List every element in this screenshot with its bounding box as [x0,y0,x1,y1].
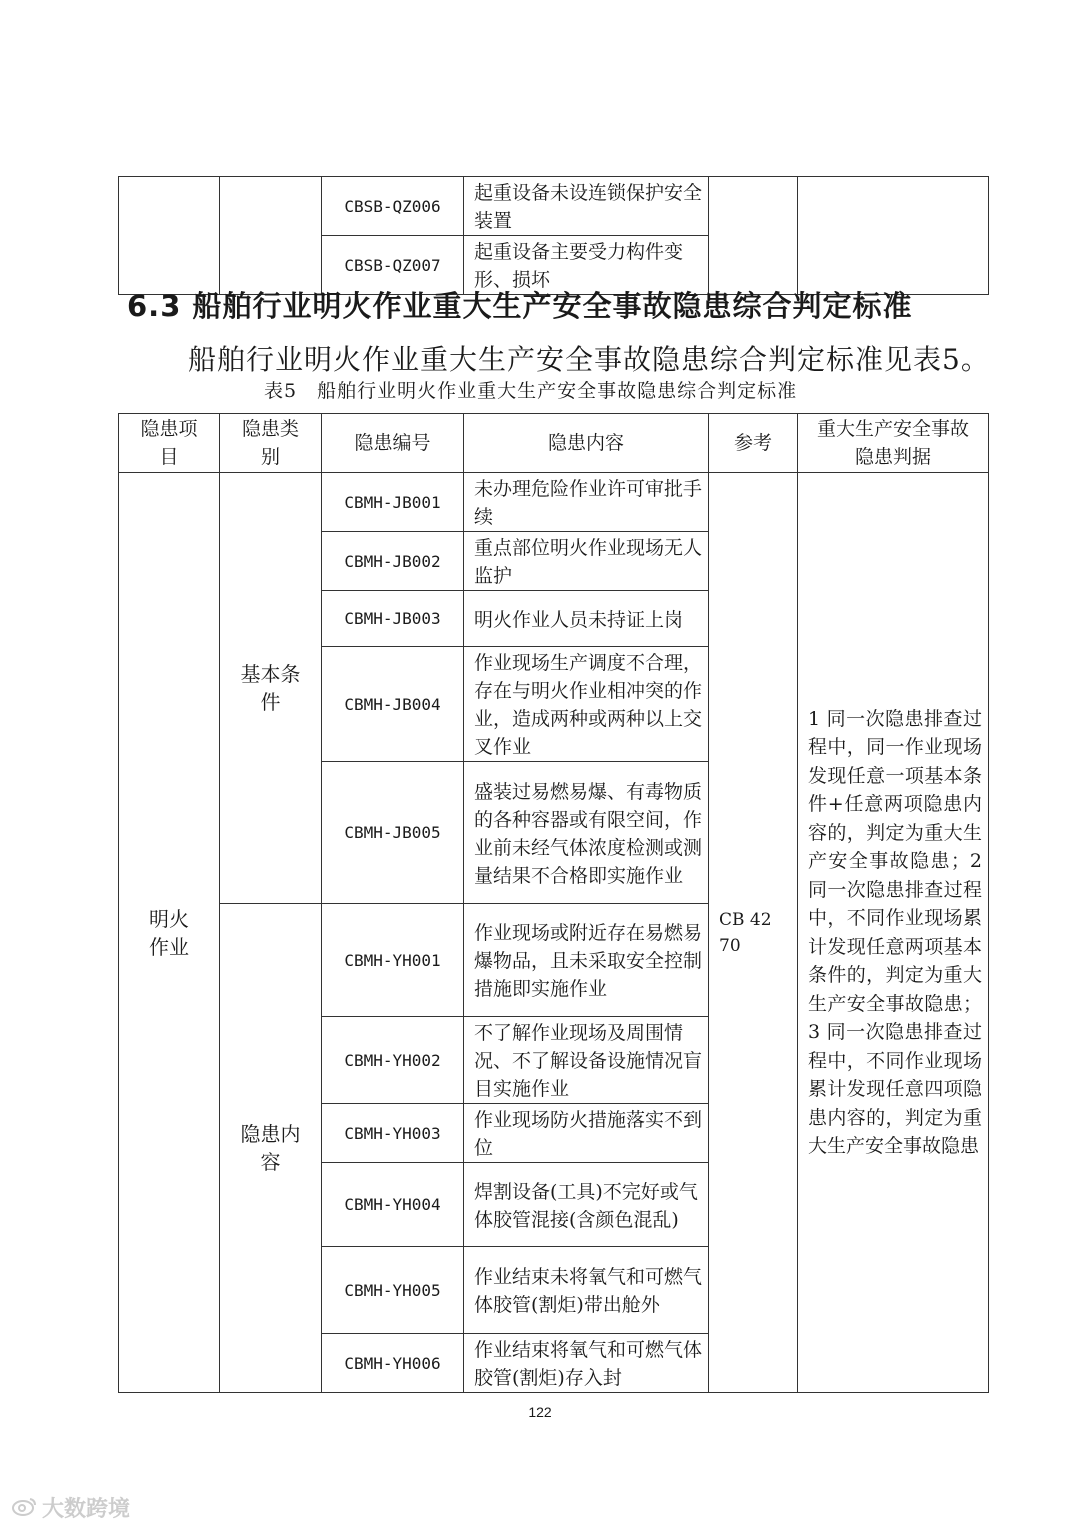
code-cell: CBMH-JB003 [322,591,464,647]
top-content-cell: 起重设备未设连锁保护安全装置 [464,177,709,236]
content-cell: 盛装过易燃易爆、有毒物质的各种容器或有限空间，作业前未经气体浓度检测或测量结果不合格即实施作业 [464,762,709,904]
code-cell: CBMH-JB005 [322,762,464,904]
page-number: 122 [528,1404,552,1420]
top-code-cell: CBSB-QZ007 [322,236,464,295]
header-content: 隐患内容 [464,414,709,473]
category-cell: 隐患内容 [220,904,322,1393]
code-cell: CBMH-YH006 [322,1334,464,1393]
header-item: 隐患项目 [119,414,220,473]
code-cell: CBMH-YH003 [322,1104,464,1163]
top-code-cell: CBSB-QZ006 [322,177,464,236]
code-cell: CBMH-JB002 [322,532,464,591]
top-category-cell [220,177,322,295]
content-cell: 不了解作业现场及周围情况、不了解设备设施情况盲目实施作业 [464,1017,709,1104]
section-title: 6.3 船舶行业明火作业重大生产安全事故隐患综合判定标准 [127,289,913,323]
basis-cell: 1 同一次隐患排查过程中，同一作业现场发现任意一项基本条件+任意两项隐患内容的，判定为重大生产安全事故隐患；2 同一次隐患排查过程中，不同作业现场累计发现任意两项基本条件的，判定为重大生产安全事故隐患；3 同一次隐患排查过程中，不同作业现场累计发现任意四项隐患内容的，判定为重大生产安全事故隐患 [798,473,989,1393]
code-cell: CBMH-YH005 [322,1247,464,1334]
category-cell: 基本条件 [220,473,322,904]
content-cell: 作业现场防火措施落实不到位 [464,1104,709,1163]
watermark-text: 大数跨境 [42,1497,131,1522]
top-reference-cell [709,177,798,295]
item-cell: 明火作业 [119,473,220,1393]
code-cell: CBMH-JB004 [322,647,464,762]
table-caption: 表5 船舶行业明火作业重大生产安全事故隐患综合判定标准 [264,380,798,402]
content-cell: 作业结束将氧气和可燃气体胶管(割炬)存入封 [464,1334,709,1393]
header-row [119,414,989,473]
header-code: 隐患编号 [322,414,464,473]
code-cell: CBMH-YH002 [322,1017,464,1104]
top-content-cell: 起重设备主要受力构件变形、损坏 [464,236,709,295]
content-cell: 明火作业人员未持证上岗 [464,591,709,647]
content-cell: 重点部位明火作业现场无人监护 [464,532,709,591]
watermark [12,1492,130,1523]
header-category: 隐患类别 [220,414,322,473]
content-cell: 作业现场生产调度不合理，存在与明火作业相冲突的作业，造成两种或两种以上交叉作业 [464,647,709,762]
content-cell: 未办理危险作业许可审批手续 [464,473,709,532]
content-cell: 焊割设备(工具)不完好或气体胶管混接(含颜色混乱) [464,1163,709,1247]
section-paragraph: 船舶行业明火作业重大生产安全事故隐患综合判定标准见表5。 [188,343,990,376]
top-table [118,176,989,295]
top-item-cell [119,177,220,295]
table-row [119,473,989,532]
reference-cell: CB 4270 [709,473,798,1393]
code-cell: CBMH-YH004 [322,1163,464,1247]
top-basis-cell [798,177,989,295]
content-cell: 作业结束未将氧气和可燃气体胶管(割炬)带出舱外 [464,1247,709,1334]
header-reference: 参考 [709,414,798,473]
code-cell: CBMH-JB001 [322,473,464,532]
content-cell: 作业现场或附近存在易燃易爆物品，且未采取安全控制措施即实施作业 [464,904,709,1017]
main-table [118,413,989,1393]
header-basis: 重大生产安全事故隐患判据 [798,414,989,473]
weibo-logo-icon [12,1496,38,1521]
code-cell: CBMH-YH001 [322,904,464,1017]
